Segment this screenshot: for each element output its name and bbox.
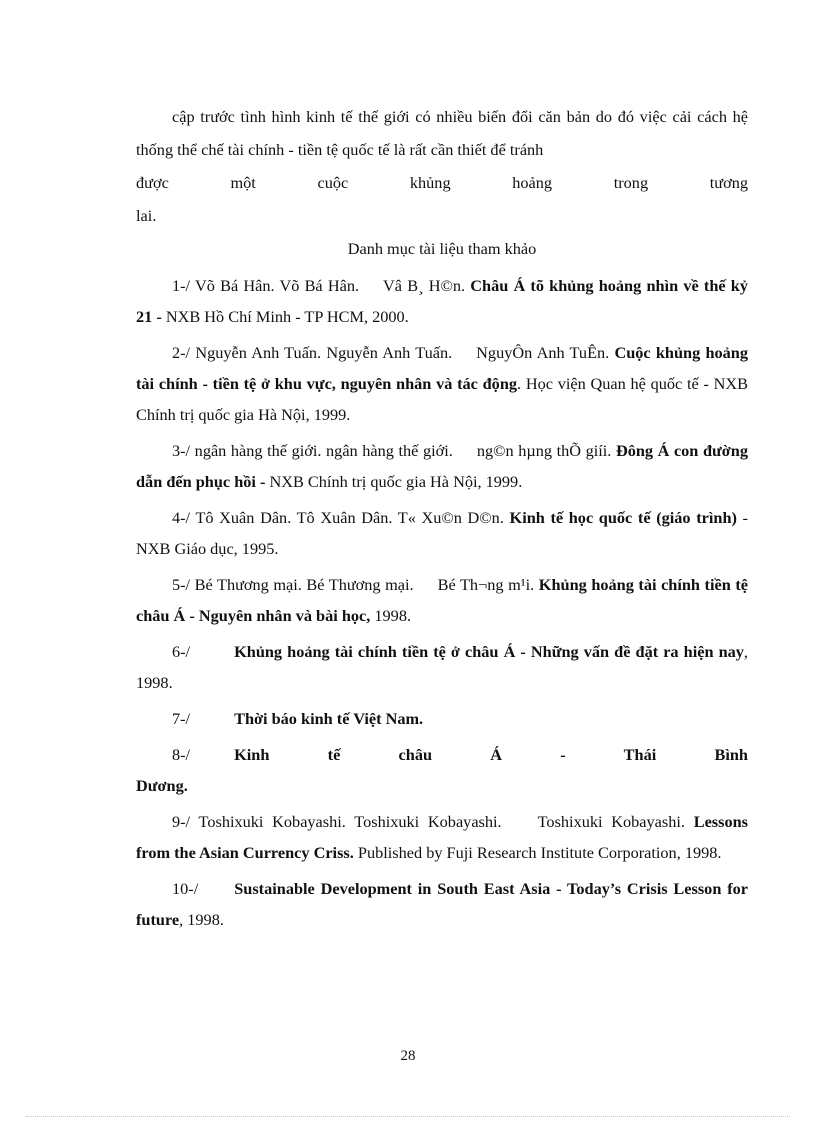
intro-paragraph — [136, 100, 748, 232]
reference-title: Khủng hoảng tài chính tiền tệ châu Á - Nguyên nhân và bài học, — [136, 575, 748, 625]
reference-publisher: , 1998. — [136, 642, 748, 692]
reference-author: Bé Thương mại. Bé Thương mại. — [194, 575, 414, 594]
page-number: 28 — [400, 1048, 416, 1064]
reference-item — [136, 270, 748, 332]
reference-author-encoded: Toshixuki — [537, 812, 603, 831]
reference-author: Võ Bá Hân. Võ Bá Hân. — [195, 276, 360, 295]
intro-line-2: cải cách hệ thống thể chế tài chính - tiền tệ quốc tế là rất cần thiết để tránh — [136, 107, 748, 159]
reference-author-encoded: Vâ B¸ H©n. — [383, 276, 466, 295]
reference-item — [136, 739, 748, 801]
intro-line-3: được một cuộc khủng hoảng trong tương lai. — [136, 173, 748, 225]
reference-publisher: Published by Fuji Research Institute Corporation, 1998. — [353, 843, 722, 862]
reference-publisher: , 1998. — [179, 910, 224, 929]
page-bottom-rule — [26, 1116, 790, 1117]
reference-title: Sustainable Development in South East Asia - Today’s Crisis Lesson for future — [136, 879, 748, 929]
reference-publisher: NXB Hồ Chí Minh - TP HCM, 2000. — [161, 307, 409, 326]
reference-number: 6-/ — [172, 642, 191, 661]
reference-number: 7-/ — [172, 709, 191, 728]
reference-title: Đông Á con đường dẫn đến phục hồi - — [136, 441, 748, 491]
reference-number: 4-/ — [172, 508, 191, 527]
reference-title: Khủng hoảng tài chính tiền tệ ở châu Á - Những vấn đề đặt ra hiện nay — [234, 642, 744, 661]
reference-item — [136, 703, 748, 734]
reference-item — [136, 873, 748, 935]
reference-publisher: NXB Chính trị quốc gia Hà Nội, 1999. — [265, 472, 523, 491]
intro-line-1: cập trước tình hình kinh tế thế giới có nhiều biến đổi căn bản do đó việc — [172, 107, 667, 126]
reference-author-encoded: NguyÔn Anh TuÊn. — [476, 343, 610, 362]
reference-number: 8-/ — [172, 745, 191, 764]
reference-author: Tô Xuân Dân. Tô Xuân Dân. — [195, 508, 393, 527]
reference-item — [136, 502, 748, 564]
reference-title: Kinh tế học quốc tế (giáo trình) — [509, 508, 737, 527]
reference-title: Lessons from the Asian Currency Criss. — [136, 812, 748, 862]
reference-title: Kinh tế châu Á - Thái Bình Dương. — [136, 745, 748, 795]
reference-author-encoded: T« Xu©n D©n. — [397, 508, 504, 527]
reference-number: 2-/ — [172, 343, 191, 362]
reference-number: 3-/ — [172, 441, 191, 460]
reference-item — [136, 435, 748, 497]
reference-item — [136, 337, 748, 430]
references-heading: Danh mục tài liệu tham khảo — [347, 239, 537, 258]
reference-title: Cuộc khủng hoảng tài chính - tiền tệ ở khu vực, nguyên nhân và tác động — [136, 343, 748, 393]
reference-number: 1-/ — [172, 276, 191, 295]
page-content — [136, 100, 748, 935]
reference-item — [136, 806, 748, 868]
reference-author: ngân hàng thế giới. ngân hàng thế giới. — [194, 441, 453, 460]
reference-author: Nguyễn Anh Tuấn. Nguyễn Anh Tuấn. — [195, 343, 453, 362]
reference-publisher: - NXB Giáo dục, 1995. — [136, 508, 748, 558]
reference-number: 9-/ — [172, 812, 191, 831]
reference-item — [136, 569, 748, 631]
reference-author-encoded: ng©n hµng thÕ giíi. — [476, 441, 612, 460]
reference-title: Châu Á tõ khủng hoảng nhìn về thế kỷ 21 - — [136, 276, 748, 326]
reference-title: Thời báo kinh tế Việt Nam. — [234, 709, 424, 728]
reference-item — [136, 636, 748, 698]
reference-publisher: 1998. — [370, 606, 412, 625]
reference-number: 10-/ — [172, 879, 199, 898]
reference-number: 5-/ — [172, 575, 191, 594]
reference-author: Toshixuki Kobayashi. Toshixuki Kobayashi. — [198, 812, 502, 831]
reference-publisher: . Học viện Quan hệ quốc tế - NXB Chính trị quốc gia Hà Nội, 1999. — [136, 374, 748, 424]
reference-author-encoded: Bé Th¬ng m¹i. — [437, 575, 535, 594]
reference-author-encoded-2: Kobayashi. — [611, 812, 685, 831]
